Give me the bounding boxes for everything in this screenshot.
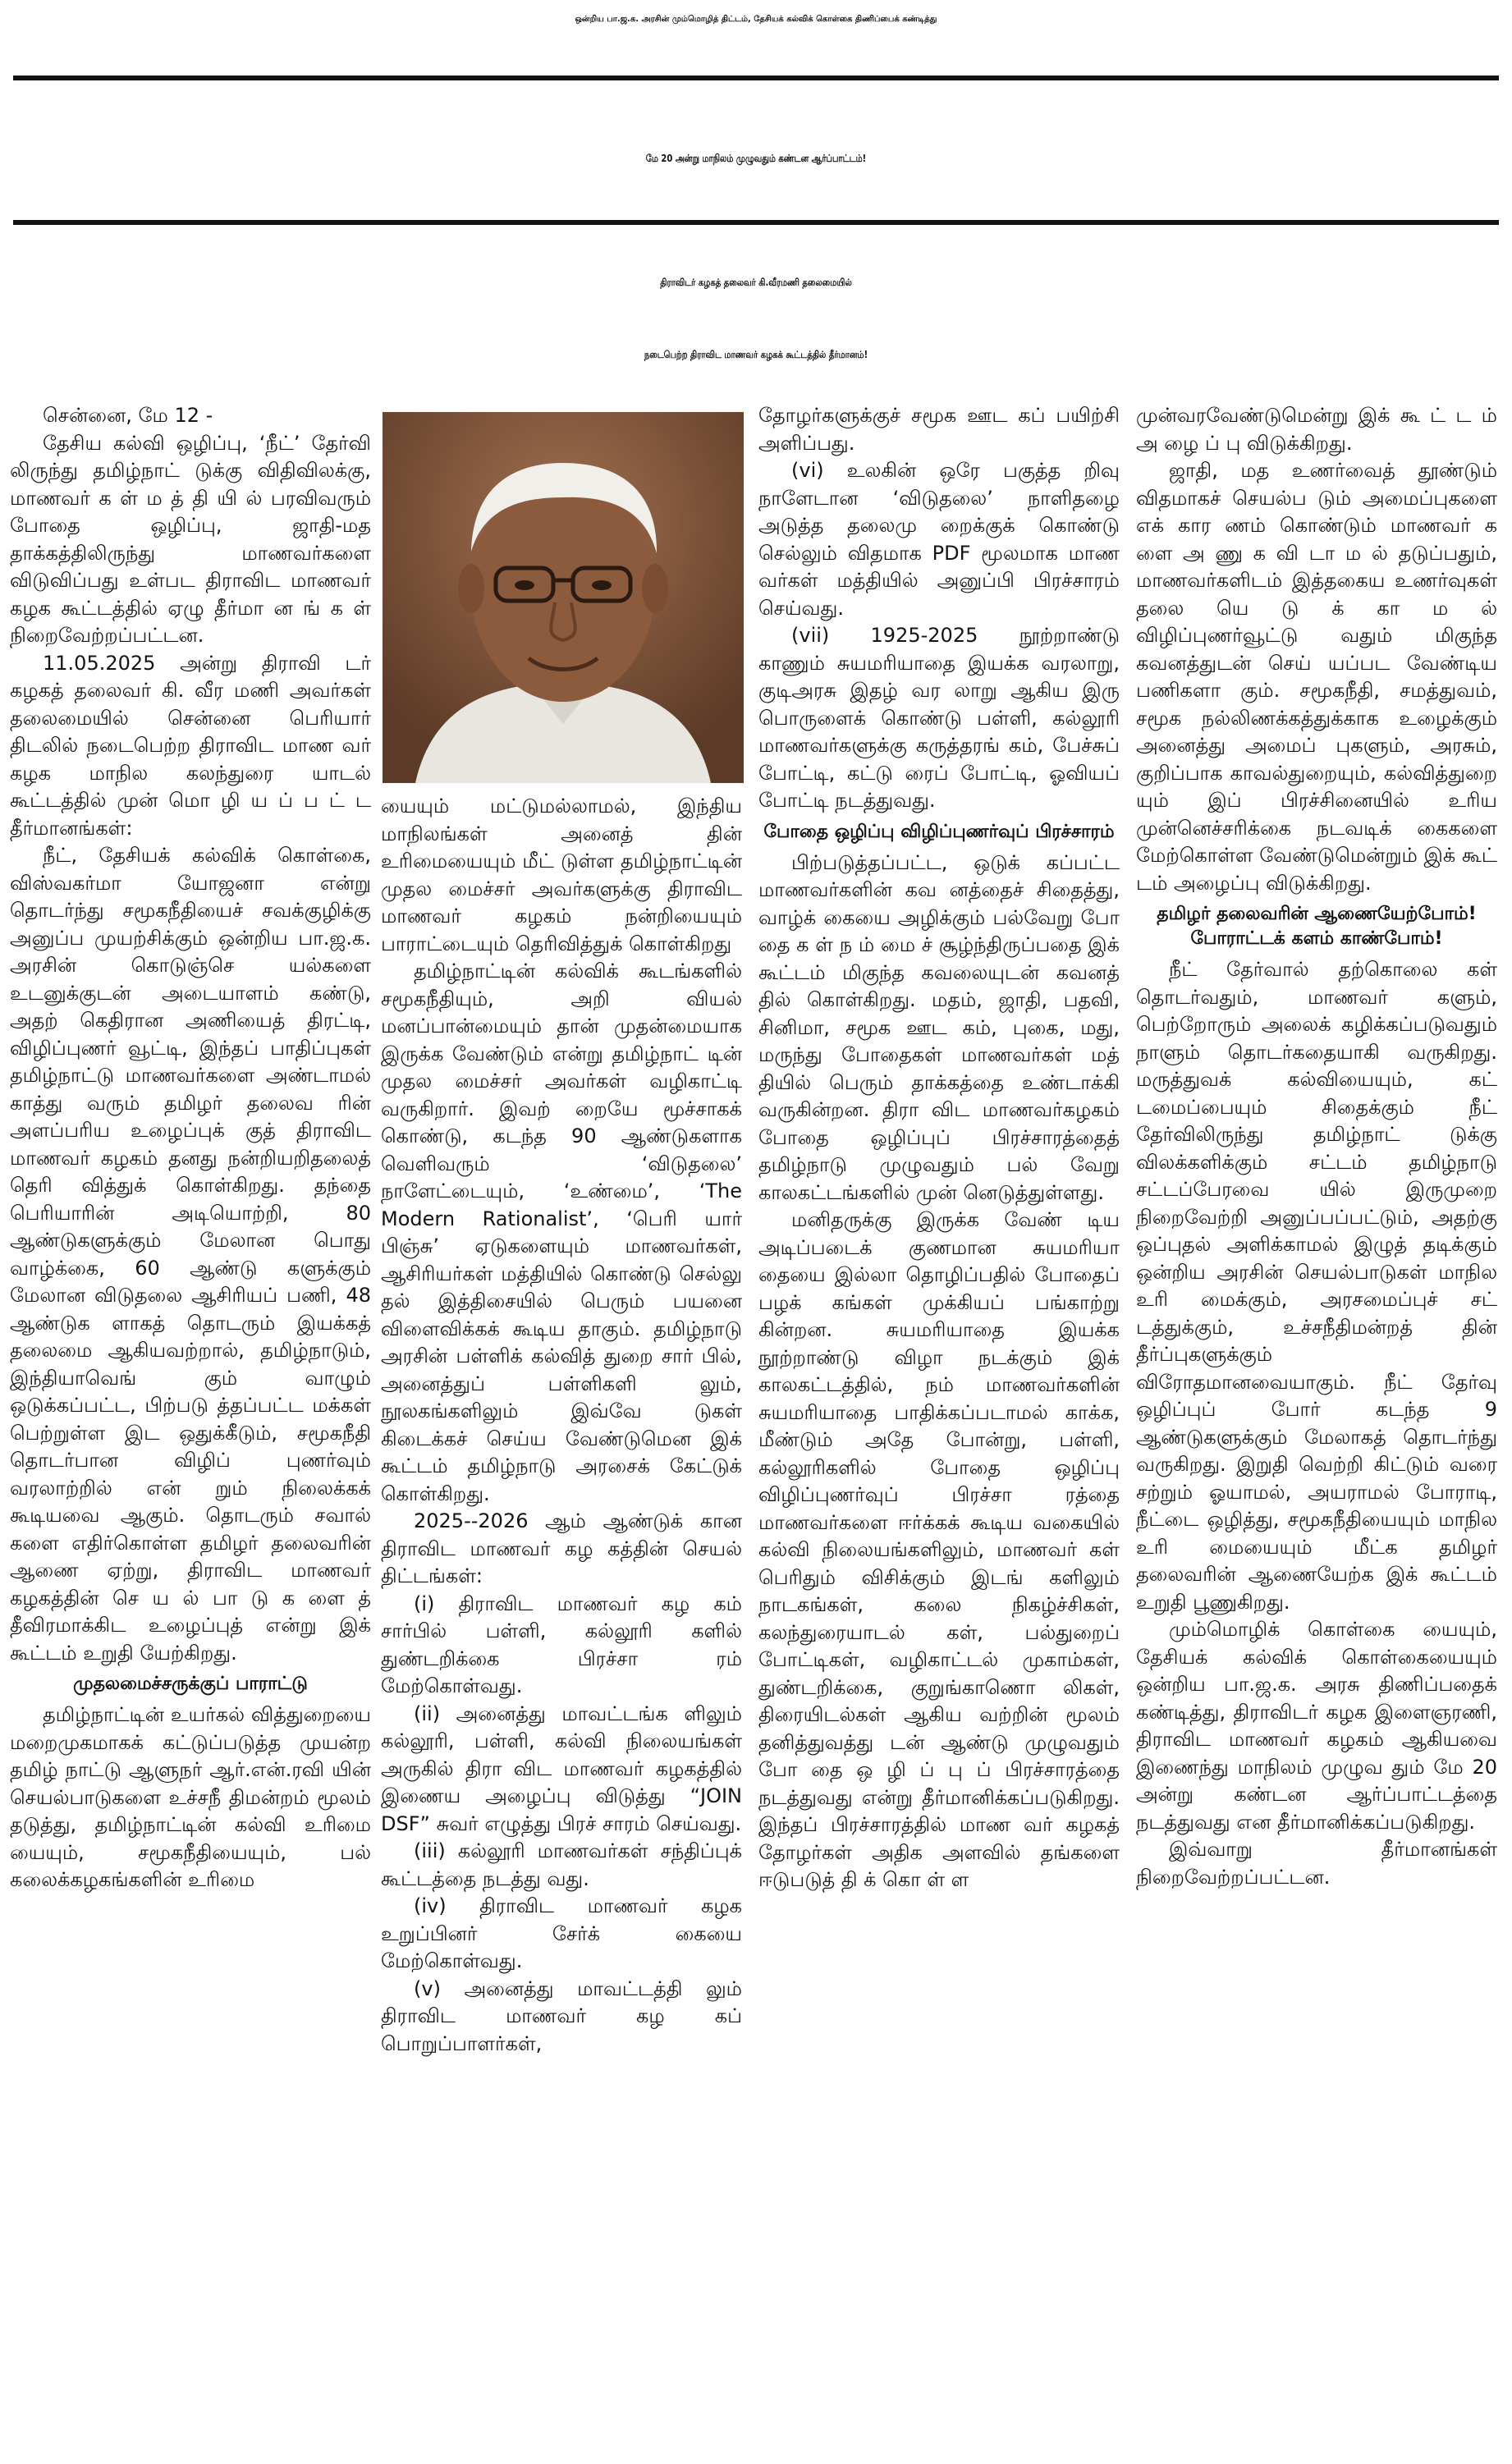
paragraph: பிற்படுத்தப்பட்ட, ஒடுக் கப்பட்ட மாணவர்களின் கவ னத்தைச் சிதைத்து, வாழ்க் கையை அழிக்கும் பல்வேறு போ தை க ள் ந ம் மை ச் சூழ்ந்திருப்பதை இக் கூட்டம் மிகுந்த கவலையுடன் கவனத் தில் கொள்கிறது. மதம், ஜாதி, பதவி, சினிமா, சமூக ஊட கம், புகை, மது, மருந்து போதைகள் மாணவர்கள் மத் தியில் பெரும் தாக்கத்தை உண்டாக்கி வருகின்றன. திரா விட மாணவர்கழகம் போதை ஒழிப்புப் பிரச்சாரத்தைத் தமிழ்நாடு முழுவதும் பல் வேறு காலகட்டங்களில் முன் னெடுத்துள்ளது. (758, 850, 1120, 1204)
paragraph: நீட், தேசியக் கல்விக் கொள்கை, விஸ்வகர்மா யோஜனா என்று தொடர்ந்து சமூகநீதியைச் சவக்குழிக்கு அனுப்ப முயற்சிக்கும் ஒன்றிய பா.ஜ.க. அரசின் கொடுஞ்செ யல்களை உடனுக்குடன் அடையாளம் கண்டு, அதற் கெதிரான அணியைத் திரட்டி, விழிப்புணர் வூட்டி, இந்தப் பாதிப்புகள் தமிழ்நாட்டு மாணவர்களை அண்டாமல் காத்து வரும் தமிழர் தலைவ ரின் அளப்பரிய உழைப்புக் குத் திராவிட மாணவர் கழகம் தனது நன்றியறிதலைத் தெரி வித்துக் கொள்கிறது. தந்தை பெரியாரின் அடியொற்றி, 80 ஆண்டுகளுக்கும் மேலான பொது வாழ்க்கை, 60 ஆண்டு களுக்கும் மேலான விடுதலை ஆசிரியப் பணி, 48 ஆண்டுக ளாகத் தொடரும் இயக்கத் தலைமை ஆகியவற்றால், தமிழ்நாடும், இந்தியாவெங் கும் வாழும் ஒடுக்கப்பட்ட, பிற்படு த்தப்பட்ட மக்கள் பெற்றுள்ள இட ஒதுக்கீடும், சமூகநீதி தொடர்பான விழிப் புணர்வும் வரலாற்றில் என் றும் நிலைக்கக் கூடியவை ஆகும். தொடரும் சவால் களை எதிர்கொள்ள தமிழர் தலைவரின் ஆணை ஏற்று, திராவிட மாணவர் கழகத்தின் செ ய ல் பா டு க ளை த் தீவிரமாக்கிட உழைப்புத் என்று இக் கூட்டம் உறுதி யேற்கிறது. (10, 844, 371, 1665)
section-subheading: தமிழர் தலைவரின் ஆணையேற்போம்! போராட்டக் களம் காண்போம்! (1157, 904, 1477, 949)
paragraph: நீட் தேர்வால் தற்கொலை கள் தொடர்வதும், மாணவர் களும், பெற்றோரும் அலைக் கழிக்கப்படுவதும் நாளும் தொடர்கதையாகி வருகிறது. மருத்துவக் கல்வியையும், கட் டமைப்பையும் சிதைக்கும் நீட் தேர்விலிருந்து தமிழ்நாட் டுக்கு விலக்களிக்கும் சட்டம் தமிழ்நாடு சட்டப்பேரவை யில் இருமுறை நிறைவேற்றி அனுப்பப்பட்டும், அதற்கு ஒப்புதல் அளிக்காமல் இழுத் தடிக்கும் ஒன்றிய அரசின் செயல்பாடுகள் மாநில உரி மைக்கும், அரசமைப்புச் சட் டத்துக்கும், உச்சநீதிமன்றத் தின் தீர்ப்புகளுக்கும் விரோதமானவையாகும். நீட் தேர்வு ஒழிப்புப் போர் கடந்த 9 ஆண்டுகளுக்கும் மேலாகத் தொடர்ந்து வருகிறது. இறுதி வெற்றி கிட்டும் வரை சற்றும் ஓயாமல், அயராமல் போராடி, நீட்டை ஒழித்து, சமூகநீதியையும் மாநில உரி மையையும் மீட்க தமிழர் தலைவரின் ஆணையேற்க இக் கூட்டம் உறுதி பூணுகிறது. (1136, 958, 1497, 1614)
paragraph: மனிதருக்கு இருக்க வேண் டிய அடிப்படைக் குணமான சுயமரியா தையை இல்லா தொழிப்பதில் போதைப் பழக் கங்கள் முக்கியப் பங்காற்று கின்றன. சுயமரியாதை இயக்க நூற்றாண்டு விழா நடக்கும் இக் காலகட்டத்தில், நம் மாணவர்களின் சுயமரியாதை பாதிக்கப்படாமல் காக்க, மீண்டும் அதே போன்று, பள்ளி, கல்லூரிகளில் போதை ஒழிப்பு விழிப்புணர்வுப் பிரச்சா ரத்தை மாணவர்களை ஈர்க்கக் கூடிய வகையில் கல்வி நிலையங்களிலும், மாணவர் கள் பெரிதும் விசிக்கும் இடங் களிலும் நாடகங்கள், கலை நிகழ்ச்சிகள், கலந்துரையாடல் கள், பல்துறைப் போட்டிகள், வழிகாட்டல் முகாம்கள், துண்டறிக்கை, குறுங்காணொ லிகள், திரையிடல்கள் ஆகிய வற்றின் மூலம் தனித்துவத்து டன் ஆண்டு முழுவதும் போ தை ஒ ழி ப் பு ப் பிரச்சாரத்தை நடத்துவது என்று தீர்மானிக்கப்படுகிறது. இந்தப் பிரச்சாரத்தில் மாண வர் கழகத் தோழர்கள் அதிக அளவில் தங்களை ஈடுபடுத் தி க் கொ ள் ள (758, 1208, 1120, 1891)
article-column-2 (381, 793, 742, 2459)
paragraph: (v) அனைத்து மாவட்டத்தி லும் திராவிட மாணவர் கழ கப் பொறுப்பாளர்கள், (381, 1976, 742, 2055)
paragraph: (iv) திராவிட மாணவர் கழக உறுப்பினர் சேர்க் கையை மேற்கொள்வது. (381, 1894, 742, 1972)
paragraph: (vi) உலகின் ஒரே பகுத்த றிவு நாளேடான ‘விடுதலை’ நாளிதழை அடுத்த தலைமு றைக்குக் கொண்டு செல்லும் விதமாக PDF மூலமாக மாண வர்கள் மத்தியில் அனுப்பி பிரச்சாரம் செய்வது. (758, 459, 1120, 620)
paragraph: தோழர்களுக்குச் சமூக ஊட கப் பயிற்சி அளிப்பது. (758, 404, 1120, 455)
article-column-3 (758, 402, 1120, 2454)
article-column-1 (10, 402, 371, 2454)
section-subheading: முதலமைச்சருக்குப் பாராட்டு (73, 1674, 308, 1694)
paragraph: முன்வரவேண்டுமென்று இக் கூ ட் ட ம் அ ழை ப் பு விடுக்கிறது. (1136, 404, 1497, 455)
paragraph: (vii) 1925-2025 நூற்றாண்டு காணும் சுயமரியாதை இயக்க வரலாறு, குடிஅரசு இதழ் வர லாறு ஆகிய இரு பொருளைக் கொண்டு பள்ளி, கல்லூரி மாணவர்களுக்கு கருத்தரங் கம், பேச்சுப் போட்டி, கட்டு ரைப் போட்டி, ஓவியப் போட்டி நடத்துவது. (758, 624, 1120, 812)
paragraph: தமிழ்நாட்டின் கல்விக் கூடங்களில் சமூகநீதியும், அறி வியல் மனப்பான்மையும் தான் முதன்மையாக இருக்க வேண்டும் என்று தமிழ்நாட் டின் முதல மைச்சர் அவர்கள் வழிகாட்டி வருகிறார். இவற் றையே மூச்சாகக் கொண்டு, கடந்த 90 ஆண்டுகளாக வெளிவரும் ‘விடுதலை’ நாளேட்டையும், ‘உண்மை’, ‘The Modern Rationalist’, ‘பெரி யார் பிஞ்சு’ ஏடுகளையும் மாணவர்கள், ஆசிரியர்கள் மத்தியில் கொண்டு செல்லு தல் இத்திசையில் பெரும் பயனை விளைவிக்கக் கூடிய தாகும். தமிழ்நாடு அரசின் பள்ளிக் கல்வித் துறை சார் பில், அனைத்துப் பள்ளிகளி லும், நூலகங்களிலும் இவ்வே டுகள் கிடைக்கச் செய்ய வேண்டுமென இக் கூட்டம் தமிழ்நாடு அரசைக் கேட்டுக் கொள்கிறது. (381, 959, 742, 1505)
paragraph: 2025--2026 ஆம் ஆண்டுக் கான திராவிட மாணவர் கழ கத்தின் செயல் திட்டங்கள்: (381, 1509, 742, 1587)
subhead-line-2: நடைபெற்ற திராவிட மாணவர் கழகக் கூட்டத்தில் தீர்மானம்! (644, 350, 868, 361)
paragraph: தேசிய கல்வி ஒழிப்பு, ‘நீட்’ தேர்வி லிருந்து தமிழ்நாட் டுக்கு விதிவிலக்கு, மாணவர் க ள் ம த் தி யி ல் பரவிவரும் போதை ஒழிப்பு, ஜாதி-மத தாக்கத்திலிருந்து மாணவர்களை விடுவிப்பது உள்பட திராவிட மாணவர் கழக கூட்டத்தில் ஏழு தீர்மா ன ங் க ள் நிறைவேற்றப்பட்டன. (10, 431, 371, 647)
section-subheading: போதை ஒழிப்பு விழிப்புணர்வுப் பிரச்சாரம் (763, 821, 1115, 842)
paragraph: ஜாதி, மத உணர்வைத் தூண்டும் விதமாகச் செயல்ப டும் அமைப்புகளை எக் கார ணம் கொண்டும் மாணவர் க ளை அ ணு க வி டா ம ல் தடுப்பதும், மாணவர்களிடம் இத்தகைய உணர்வுகள் தலை யெ டு க் கா ம ல் விழிப்புணர்வூட்டு வதும் மிகுந்த கவனத்துடன் செய் யப்பட வேண்டிய பணிகளா கும். சமூகநீதி, சமத்துவம், சமூக நல்லிணக்கத்துக்காக உழைக்கும் அனைத்து அமைப் புகளும், அரசும், குறிப்பாக காவல்துறையும், கல்வித்துறை யும் இப் பிரச்சினையில் உரிய முன்னெச்சரிக்கை நடவடிக் கைகளை மேற்கொள்ள வேண்டுமென்றும் இக் கூட் டம் அழைப்பு விடுக்கிறது. (1136, 459, 1497, 895)
paragraph: (i) திராவிட மாணவர் கழ கம் சார்பில் பள்ளி, கல்லூரி களில் துண்டறிக்கை பிரச்சா ரம் மேற்கொள்வது. (381, 1592, 742, 1697)
kicker-line: ஒன்றிய பா.ஜ.க. அரசின் மும்மொழித் திட்டம், தேசியக் கல்விக் கொள்கை திணிப்பைக் கண்டித்து (575, 15, 937, 24)
paragraph: (ii) அனைத்து மாவட்டங்க ளிலும் கல்லூரி, பள்ளி, கல்வி நிலையங்கள் அருகில் திரா விட மாணவர் கழகத்தில் இணைய அழைப்பு விடுத்து “JOIN DSF” சுவர் எழுத்து பிரச் சாரம் செய்வது. (381, 1701, 742, 1835)
paragraph: தமிழ்நாட்டின் உயர்கல் வித்துறையை மறைமுகமாகக் கட்டுப்படுத்த முயன்ற தமிழ் நாட்டு ஆளுநர் ஆர்.என்.ரவி யின் செயல்பாடுகளை உச்சநீ திமன்றம் மூலம் தடுத்து, தமிழ்நாட்டின் கல்வி உரிமை யையும், சமூகநீதியையும், பல் கலைக்கழகங்களின் உரிமை (10, 1703, 371, 1891)
portrait-image (383, 412, 744, 783)
portrait-photo (383, 412, 744, 783)
paragraph: (iii) கல்லூரி மாணவர்கள் சந்திப்புக் கூட்டத்தை நடத்து வது. (381, 1839, 742, 1890)
headline-rule (13, 220, 1499, 225)
headline: மே 20 அன்று மாநிலம் முழுவதும் கண்டன ஆர்ப்பாட்டம்! (645, 153, 867, 165)
paragraph: 11.05.2025 அன்று திராவி டர் கழகத் தலைவர் கி. வீர மணி அவர்கள் தலைமையில் சென்னை பெரியார் திடலில் நடைபெற்ற திராவிட மாண வர் கழக மாநில கலந்துரை யாடல் கூட்டத்தில் முன் மொ ழி ய ப் ப ட் ட தீர்மானங்கள்: (10, 651, 371, 840)
dateline: சென்னை, மே 12 - (43, 404, 213, 427)
paragraph: மும்மொழிக் கொள்கை யையும், தேசியக் கல்விக் கொள்கையையும் ஒன்றிய பா.ஜ.க. அரசு திணிப்பதைக் கண்டித்து, திராவிடர் கழக இளைஞரணி, திராவிட மாணவர் கழகம் ஆகியவை இணைந்து மாநிலம் முழுவ தும் மே 20 அன்று கண்டன ஆர்ப்பாட்டத்தை நடத்துவது என தீர்மானிக்கப்படுகிறது. (1136, 1618, 1497, 1834)
top-rule (13, 76, 1499, 80)
article-column-4 (1136, 402, 1497, 2454)
subhead-line-1: திராவிடர் கழகத் தலைவர் கி.வீரமணி தலைமையில் (660, 277, 852, 289)
paragraph: யையும் மட்டுமல்லாமல், இந்திய மாநிலங்கள் அனைத் தின் உரிமையையும் மீட் டுள்ள தமிழ்நாட்டின் முதல மைச்சர் அவர்களுக்கு திராவிட மாணவர் கழகம் நன்றியையும் பாராட்டையும் தெரிவித்துக் கொள்கிறது (381, 795, 742, 955)
paragraph: இவ்வாறு தீர்மானங்கள் நிறைவேற்றப்பட்டன. (1136, 1838, 1497, 1889)
